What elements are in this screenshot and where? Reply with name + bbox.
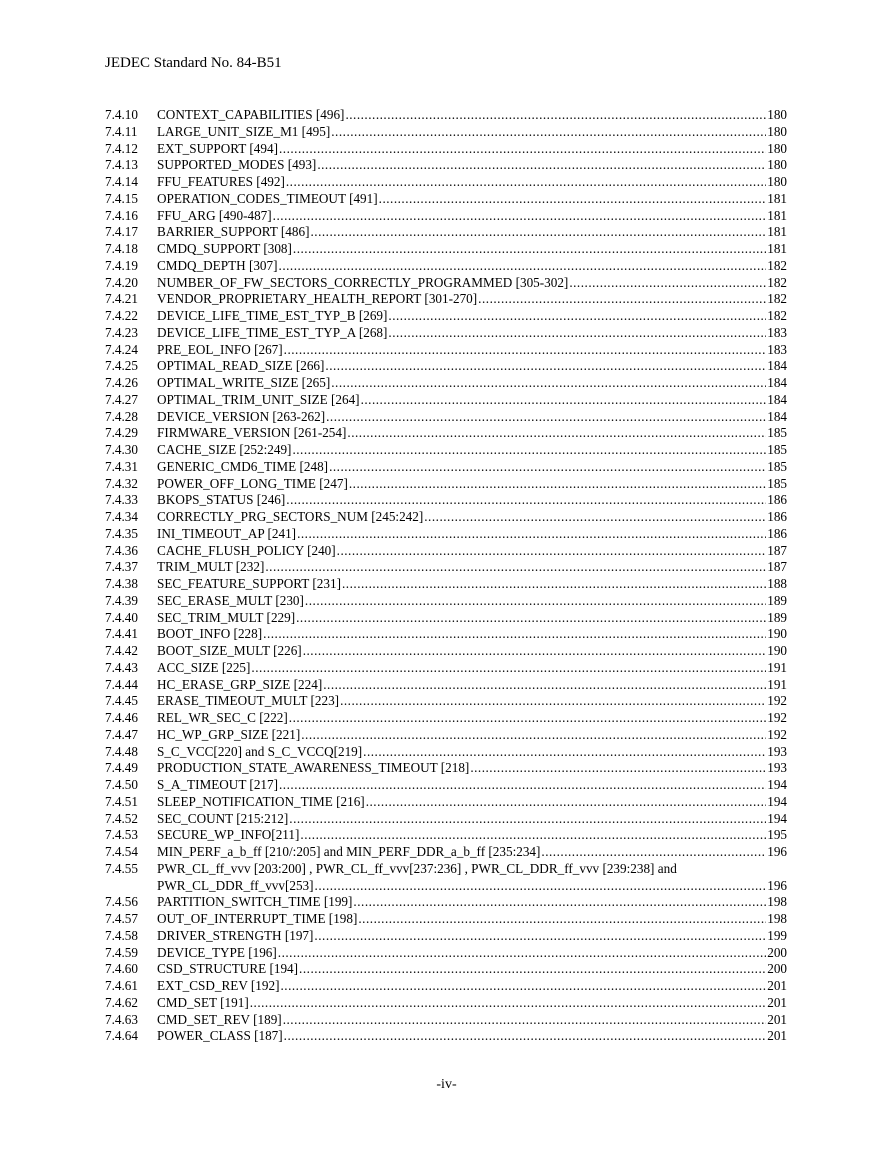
toc-title: BOOT_SIZE_MULT [226] (157, 643, 302, 658)
page-number: -iv- (436, 1077, 457, 1092)
toc-entry[interactable] (105, 174, 787, 191)
toc-page-number: 190 (767, 626, 787, 642)
toc-title: EXT_CSD_REV [192] (157, 978, 280, 993)
toc-page-number: 198 (767, 894, 787, 910)
toc-section-number: 7.4.38 (105, 576, 138, 591)
toc-section-number: 7.4.48 (105, 743, 138, 759)
toc-title: CORRECTLY_PRG_SECTORS_NUM [245:242] (157, 509, 424, 524)
toc-title: PARTITION_SWITCH_TIME [199] (157, 894, 353, 910)
toc-title: OPTIMAL_READ_SIZE [266] (157, 358, 325, 374)
toc-entry[interactable] (105, 911, 787, 928)
toc-title: ERASE_TIMEOUT_MULT [223] (157, 693, 340, 709)
toc-title: HC_ERASE_GRP_SIZE [224] (157, 676, 323, 692)
toc-page-number: 196 (767, 877, 787, 893)
toc-page-number: 180 (767, 107, 787, 122)
toc-section-number: 7.4.56 (105, 894, 138, 910)
dot-leader (301, 727, 766, 744)
toc-title: BKOPS_STATUS [246] (157, 492, 286, 508)
toc-title: PWR_CL_DDR_ff_vvv[253] (157, 877, 314, 893)
toc-entry[interactable] (105, 677, 787, 694)
toc-entry[interactable] (105, 157, 787, 174)
toc-entry[interactable] (105, 961, 787, 978)
toc-page-number: 181 (767, 207, 787, 223)
dot-leader (379, 191, 767, 208)
toc-page-number: 194 (767, 777, 787, 792)
toc-entry[interactable] (105, 1012, 787, 1029)
dot-leader (314, 928, 766, 945)
toc-page-number: 180 (767, 140, 787, 156)
toc-page-number: 191 (767, 659, 787, 675)
toc-title: SEC_FEATURE_SUPPORT [231] (157, 576, 341, 591)
dot-leader (292, 442, 766, 459)
toc-page-number: 200 (767, 961, 787, 977)
dot-leader (278, 945, 766, 962)
dot-leader (569, 275, 766, 292)
toc-title: VENDOR_PROPRIETARY_HEALTH_REPORT [301-270] (157, 291, 478, 307)
toc-title: DRIVER_STRENGTH [197] (157, 927, 314, 943)
toc-page-number: 186 (767, 492, 787, 508)
toc-entry[interactable] (105, 710, 787, 727)
toc-entry[interactable] (105, 342, 787, 359)
dot-leader (293, 241, 766, 258)
toc-entry[interactable] (105, 425, 787, 442)
toc-section-number: 7.4.29 (105, 425, 138, 441)
dot-leader (273, 208, 767, 225)
toc-page-number: 193 (767, 743, 787, 759)
toc-title: TRIM_MULT [232] (157, 559, 265, 575)
toc-section-number: 7.4.40 (105, 609, 138, 625)
toc-title: HC_WP_GRP_SIZE [221] (157, 726, 301, 742)
toc-page-number: 183 (767, 324, 787, 340)
toc-entry[interactable] (105, 543, 787, 560)
toc-entry[interactable] (105, 375, 787, 392)
toc-page-number: 199 (767, 927, 787, 943)
toc-page-number: 201 (767, 994, 787, 1010)
toc-entry[interactable] (105, 526, 787, 543)
dot-leader (303, 643, 767, 660)
toc-title: BARRIER_SUPPORT [486] (157, 224, 310, 240)
toc-entry[interactable] (105, 124, 787, 141)
dot-leader (315, 878, 767, 895)
toc-section-number: 7.4.36 (105, 542, 138, 558)
toc-page-number: 183 (767, 341, 787, 357)
toc-section-number: 7.4.15 (105, 190, 138, 206)
toc-entry[interactable] (105, 928, 787, 945)
toc-section-number: 7.4.13 (105, 157, 138, 173)
toc-section-number: 7.4.43 (105, 659, 138, 675)
toc-entry[interactable] (105, 861, 787, 895)
toc-section-number: 7.4.32 (105, 475, 138, 491)
toc-section-number: 7.4.60 (105, 961, 138, 977)
toc-entry[interactable] (105, 208, 787, 225)
toc-page-number: 198 (767, 911, 787, 926)
toc-section-number: 7.4.23 (105, 324, 138, 340)
toc-entry[interactable] (105, 610, 787, 627)
toc-entry[interactable] (105, 626, 787, 643)
toc-entry[interactable] (105, 492, 787, 509)
dot-leader (424, 509, 766, 526)
toc-page-number: 188 (767, 576, 787, 591)
toc-section-number: 7.4.39 (105, 592, 138, 608)
toc-section-number: 7.4.37 (105, 559, 138, 575)
toc-title: CMDQ_DEPTH [307] (157, 257, 278, 273)
toc-entry[interactable] (105, 241, 787, 258)
toc-entry[interactable] (105, 643, 787, 660)
toc-title: DEVICE_TYPE [196] (157, 944, 277, 960)
toc-page-number: 185 (767, 458, 787, 474)
toc-section-number: 7.4.17 (105, 224, 138, 240)
dot-leader (358, 911, 766, 928)
toc-section-number: 7.4.61 (105, 978, 138, 993)
toc-title-line1: PWR_CL_ff_vvv [203:200] , PWR_CL_ff_vvv[237:236] , PWR_CL_DDR_ff_vvv [239:238] and (157, 860, 677, 876)
dot-leader (296, 610, 766, 627)
dot-leader (265, 559, 766, 576)
toc-title: SEC_ERASE_MULT [230] (157, 592, 304, 608)
dot-leader (250, 995, 767, 1012)
dot-leader (286, 492, 766, 509)
toc-entry[interactable] (105, 827, 787, 844)
dot-leader (541, 844, 766, 861)
toc-title: CONTEXT_CAPABILITIES [496] (157, 107, 345, 122)
dot-leader (366, 794, 767, 811)
toc-section-number: 7.4.46 (105, 710, 138, 725)
toc-section-number: 7.4.64 (105, 1028, 138, 1044)
toc-page-number: 185 (767, 475, 787, 491)
toc-entry[interactable] (105, 224, 787, 241)
toc-section-number: 7.4.52 (105, 810, 138, 826)
toc-section-number: 7.4.62 (105, 994, 138, 1010)
toc-entry[interactable] (105, 660, 787, 677)
toc-page-number: 196 (767, 844, 787, 859)
toc-section-number: 7.4.47 (105, 726, 138, 742)
toc-entry[interactable] (105, 476, 787, 493)
toc-page-number: 193 (767, 760, 787, 776)
toc-page-number: 201 (767, 1028, 787, 1044)
dot-leader (305, 593, 766, 610)
toc-title: GENERIC_CMD6_TIME [248] (157, 458, 329, 474)
toc-section-number: 7.4.16 (105, 207, 138, 223)
dot-leader (326, 409, 766, 426)
toc-title: NUMBER_OF_FW_SECTORS_CORRECTLY_PROGRAMMED [305-302] (157, 274, 569, 290)
toc-page-number: 192 (767, 693, 787, 709)
dot-leader (279, 777, 766, 794)
toc-entry[interactable] (105, 794, 787, 811)
toc-title: CMD_SET_REV [189] (157, 1011, 282, 1027)
toc-title: POWER_CLASS [187] (157, 1028, 283, 1044)
toc-page-number: 184 (767, 375, 787, 390)
toc-title: FIRMWARE_VERSION [261-254] (157, 425, 347, 441)
toc-page-number: 190 (767, 643, 787, 658)
toc-page-number: 184 (767, 391, 787, 407)
toc-entry[interactable] (105, 409, 787, 426)
toc-page-number: 192 (767, 726, 787, 742)
toc-title: OPERATION_CODES_TIMEOUT [491] (157, 190, 378, 206)
toc-page-number: 200 (767, 944, 787, 960)
toc-page-number: 194 (767, 793, 787, 809)
toc-entry[interactable] (105, 559, 787, 576)
toc-title: S_A_TIMEOUT [217] (157, 777, 278, 792)
toc-entry[interactable] (105, 811, 787, 828)
toc-entry[interactable] (105, 576, 787, 593)
toc-page-number: 185 (767, 442, 787, 457)
dot-leader (340, 693, 766, 710)
toc-entry[interactable] (105, 894, 787, 911)
toc-title: CMDQ_SUPPORT [308] (157, 241, 292, 256)
toc-title: BOOT_INFO [228] (157, 626, 263, 642)
page-header: JEDEC Standard No. 84-B51 (105, 55, 282, 71)
toc-section-number: 7.4.19 (105, 257, 138, 273)
toc-section-number: 7.4.53 (105, 827, 138, 843)
dot-leader (279, 141, 766, 158)
toc-section-number: 7.4.11 (105, 123, 138, 139)
toc-page-number: 180 (767, 123, 787, 139)
toc-section-number: 7.4.55 (105, 860, 138, 876)
toc-entry[interactable] (105, 107, 787, 124)
toc-title: INI_TIMEOUT_AP [241] (157, 525, 297, 541)
toc-section-number: 7.4.54 (105, 844, 138, 859)
dot-leader (317, 157, 766, 174)
toc-section-number: 7.4.50 (105, 777, 138, 792)
toc-title: OPTIMAL_TRIM_UNIT_SIZE [264] (157, 391, 360, 407)
toc-title: CACHE_SIZE [252:249] (157, 442, 292, 457)
toc-entry[interactable] (105, 291, 787, 308)
toc-title: POWER_OFF_LONG_TIME [247] (157, 475, 348, 491)
toc-entry[interactable] (105, 358, 787, 375)
dot-leader (300, 827, 766, 844)
toc-page-number: 189 (767, 609, 787, 625)
toc-title: S_C_VCC[220] and S_C_VCCQ[219] (157, 743, 363, 759)
dot-leader (289, 710, 766, 727)
toc-title: SECURE_WP_INFO[211] (157, 827, 300, 843)
toc-section-number: 7.4.26 (105, 375, 138, 390)
toc-section-number: 7.4.51 (105, 793, 138, 809)
toc-page-number: 180 (767, 174, 787, 189)
dot-leader (349, 476, 766, 493)
toc-entry[interactable] (105, 844, 787, 861)
dot-leader (388, 308, 766, 325)
toc-entry[interactable] (105, 978, 787, 995)
dot-leader (331, 124, 766, 141)
toc-section-number: 7.4.14 (105, 174, 138, 189)
dot-leader (299, 961, 766, 978)
toc-entry[interactable] (105, 141, 787, 158)
toc-page-number: 180 (767, 157, 787, 173)
dot-leader (331, 375, 766, 392)
toc-section-number: 7.4.22 (105, 308, 138, 323)
dot-leader (280, 978, 766, 995)
toc-title: DEVICE_VERSION [263-262] (157, 408, 326, 424)
toc-section-number: 7.4.59 (105, 944, 138, 960)
dot-leader (347, 425, 766, 442)
dot-leader (345, 107, 766, 124)
toc-page-number: 201 (767, 1011, 787, 1027)
toc-entry[interactable] (105, 442, 787, 459)
dot-leader (284, 342, 767, 359)
toc-page-number: 187 (767, 542, 787, 558)
toc-entry[interactable] (105, 945, 787, 962)
toc-page-number: 185 (767, 425, 787, 441)
toc-page-number: 191 (767, 676, 787, 692)
toc-page-number: 182 (767, 257, 787, 273)
toc-entry[interactable] (105, 693, 787, 710)
toc-entry[interactable] (105, 191, 787, 208)
dot-leader (284, 1028, 767, 1045)
toc-entry[interactable] (105, 727, 787, 744)
dot-leader (361, 392, 767, 409)
toc-page-number: 182 (767, 308, 787, 323)
dot-leader (363, 744, 766, 761)
dot-leader (251, 660, 766, 677)
toc-page-number: 181 (767, 224, 787, 240)
toc-page-number: 186 (767, 525, 787, 541)
dot-leader (283, 1012, 767, 1029)
dot-leader (286, 174, 766, 191)
dot-leader (289, 811, 766, 828)
toc-entry[interactable] (105, 275, 787, 292)
toc-entry[interactable] (105, 593, 787, 610)
toc-title: ACC_SIZE [225] (157, 659, 251, 675)
toc-page-number: 181 (767, 241, 787, 256)
toc-title: CACHE_FLUSH_POLICY [240] (157, 542, 336, 558)
dot-leader (279, 258, 767, 275)
toc-section-number: 7.4.49 (105, 760, 138, 776)
toc-title: CSD_STRUCTURE [194] (157, 961, 299, 977)
toc-entry[interactable] (105, 308, 787, 325)
toc-page-number: 195 (767, 827, 787, 843)
toc-section-number: 7.4.34 (105, 509, 138, 524)
toc-section-number: 7.4.20 (105, 274, 138, 290)
dot-leader (297, 526, 766, 543)
toc-title: PRODUCTION_STATE_AWARENESS_TIMEOUT [218] (157, 760, 470, 776)
toc-section-number: 7.4.58 (105, 927, 138, 943)
toc-title: PRE_EOL_INFO [267] (157, 341, 283, 357)
toc-section-number: 7.4.45 (105, 693, 138, 709)
toc-title: CMD_SET [191] (157, 994, 249, 1010)
dot-leader (388, 325, 766, 342)
toc-title: REL_WR_SEC_C [222] (157, 710, 288, 725)
toc-title: SEC_TRIM_MULT [229] (157, 609, 296, 625)
toc-section-number: 7.4.31 (105, 458, 138, 474)
toc-page-number: 184 (767, 358, 787, 374)
toc-title: FFU_FEATURES [492] (157, 174, 285, 189)
toc-section-number: 7.4.33 (105, 492, 138, 508)
toc-section-number: 7.4.57 (105, 911, 138, 926)
toc-page-number: 192 (767, 710, 787, 725)
toc-entry[interactable] (105, 325, 787, 342)
toc-title: OUT_OF_INTERRUPT_TIME [198] (157, 911, 358, 926)
toc-title: LARGE_UNIT_SIZE_M1 [495] (157, 123, 331, 139)
toc-page-number: 194 (767, 810, 787, 826)
toc-entry[interactable] (105, 459, 787, 476)
toc-title: SEC_COUNT [215:212] (157, 810, 289, 826)
toc-section-number: 7.4.27 (105, 391, 138, 407)
toc-section-number: 7.4.41 (105, 626, 138, 642)
toc-entry[interactable] (105, 392, 787, 409)
toc-page-number: 187 (767, 559, 787, 575)
toc-title: EXT_SUPPORT [494] (157, 140, 278, 156)
dot-leader (342, 576, 766, 593)
toc-title: OPTIMAL_WRITE_SIZE [265] (157, 375, 331, 390)
toc-title: SUPPORTED_MODES [493] (157, 157, 317, 173)
toc-section-number: 7.4.42 (105, 643, 138, 658)
dot-leader (329, 459, 766, 476)
toc-section-number: 7.4.10 (105, 107, 138, 122)
toc-entry[interactable] (105, 1028, 787, 1045)
toc-title: MIN_PERF_a_b_ff [210/:205] and MIN_PERF_DDR_a_b_ff [235:234] (157, 844, 541, 859)
dot-leader (353, 894, 766, 911)
toc-section-number: 7.4.63 (105, 1011, 138, 1027)
toc-section-number: 7.4.30 (105, 442, 138, 457)
table-of-contents (105, 107, 787, 1045)
toc-entry[interactable] (105, 995, 787, 1012)
toc-entry[interactable] (105, 509, 787, 526)
dot-leader (478, 291, 766, 308)
toc-page-number: 182 (767, 291, 787, 307)
toc-page-number: 181 (767, 190, 787, 206)
dot-leader (323, 677, 766, 694)
toc-entry[interactable] (105, 777, 787, 794)
toc-entry[interactable] (105, 744, 787, 761)
toc-section-number: 7.4.24 (105, 341, 138, 357)
toc-page-number: 201 (767, 978, 787, 993)
toc-section-number: 7.4.35 (105, 525, 138, 541)
toc-section-number: 7.4.12 (105, 140, 138, 156)
toc-section-number: 7.4.44 (105, 676, 138, 692)
dot-leader (263, 626, 766, 643)
toc-section-number: 7.4.21 (105, 291, 138, 307)
toc-page-number: 184 (767, 408, 787, 424)
dot-leader (325, 358, 766, 375)
toc-page-number: 182 (767, 274, 787, 290)
dot-leader (337, 543, 767, 560)
dot-leader (310, 224, 766, 241)
toc-page-number: 189 (767, 592, 787, 608)
toc-title: SLEEP_NOTIFICATION_TIME [216] (157, 793, 365, 809)
toc-title: DEVICE_LIFE_TIME_EST_TYP_B [269] (157, 308, 388, 323)
toc-entry[interactable] (105, 760, 787, 777)
toc-section-number: 7.4.25 (105, 358, 138, 374)
toc-entry[interactable] (105, 258, 787, 275)
toc-page-number: 186 (767, 509, 787, 524)
toc-title: DEVICE_LIFE_TIME_EST_TYP_A [268] (157, 324, 388, 340)
toc-title: FFU_ARG [490-487] (157, 207, 272, 223)
dot-leader (470, 760, 766, 777)
toc-section-number: 7.4.28 (105, 408, 138, 424)
toc-section-number: 7.4.18 (105, 241, 138, 256)
